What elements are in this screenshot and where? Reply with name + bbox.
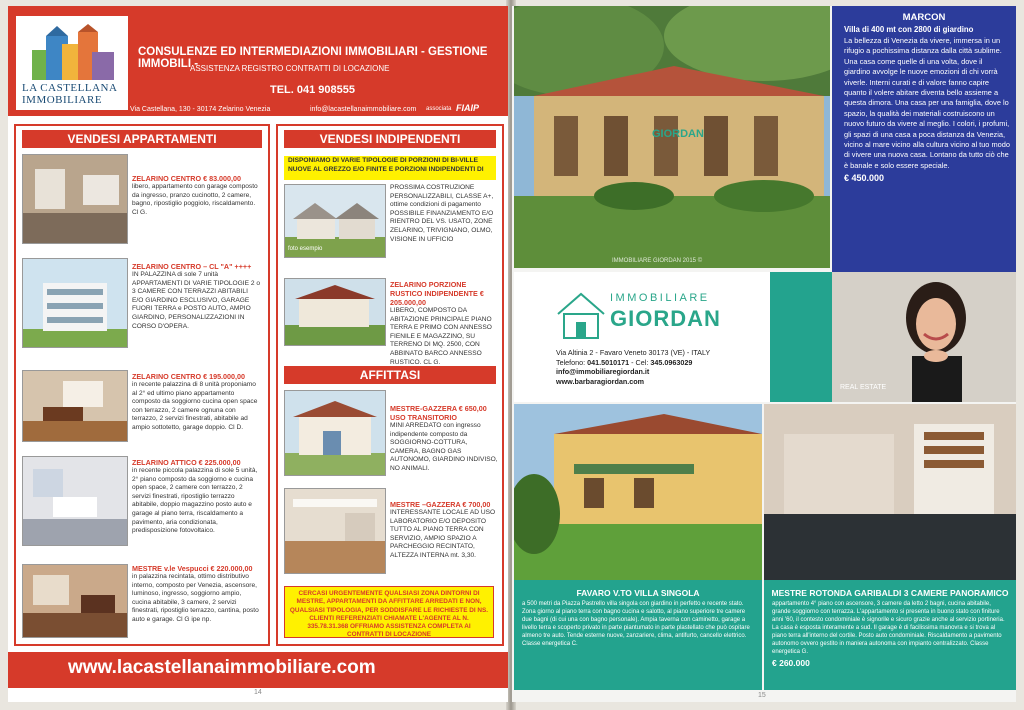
apartment-photo-3: [22, 370, 128, 442]
header-address: Via Castellana, 130 - 30174 Zelarino Venezia: [130, 106, 271, 113]
favaro-listing: [514, 580, 762, 690]
listing-title: MESTRE-GAZZERA € 650,00 USO TRANSITORIO: [390, 404, 487, 422]
cell-number: 345.0963029: [650, 357, 693, 367]
favaro-title: FAVARO V.TO VILLA SINGOLA: [576, 588, 700, 598]
cell-label: - Cel:: [631, 357, 649, 367]
favaro-description: a 500 metri da Piazza Pastrello villa singola con giardino in perfetto e recente stato. Zona giorno al piano terra con bagno cucina e salotto, al piano superiore tre camere due bagni (di cui una con bagno personale). Ampia taverna con caminetto, garage a livello terra e scoperto privato in parte piantumato in parte plastellato che può ospitare almeno tre auto. Tende esterne nuove, zanzariere, clima, antifurto, cancello elettrico. Classe energetica C.: [522, 601, 750, 647]
agency-phones: [556, 358, 710, 368]
listing-title: ZELARINO CENTRO € 195.000,00: [132, 372, 246, 381]
agency-card: [514, 272, 770, 402]
page-number-right: 15: [758, 692, 766, 699]
section-title-apartments: VENDESI APPARTAMENTI: [22, 130, 262, 148]
notice-text: CERCASI URGENTEMENTE QUALSIASI ZONA DINTORNI DI MESTRE, APPARTAMENTI DA AFFITTARE ARREDATI E NON, QUALSIASI TIPOLOGIA, PER SODDISFARE LE RICHIESTE DI NS. CLIENTI REFERENZIATI CHIAMATE L'AGENTE AL N. 335.78.31.368 OFFRIAMO ASSISTENZA COMPLETA AI CONTRATTI DI LOCAZIONE: [289, 590, 489, 639]
giordan-house-logo-icon: [554, 288, 608, 342]
apartments-column: [14, 124, 270, 646]
listing-house-1: [284, 154, 496, 274]
page-number-left: 14: [254, 689, 262, 696]
phone-number: 041.5010171: [587, 357, 630, 367]
listing-title: ZELARINO CENTRO – CL "A" ++++: [132, 262, 252, 271]
listing-text: in recente piccola palazzina di sole 5 unità, 2° piano composto da soggiorno e cucina open space, 2 camere con terrazzo, 2 servizi finestrati, ripostiglio terrazzo abitabile, doppio magazzino posto auto e garage al piano terra, riscaldamento a pavimento, aria condizionata, predisposizione fotovoltaico.: [132, 467, 258, 535]
marcon-description: La bellezza di Venezia da vivere, immersa in un rifugio a pochissima distanza dalla città sublime. Una casa come quelle di una volta, dove il giardino avvolge le nuove emozioni di chi vorrà viverle. Interni curati e di valore fanno capire quanto il volere abitare diventa bello assieme a questa dimora. Una casa per una famiglia, dove lo spazio, la qualità dei materiali costruiscono un nuovo futuro da vivere al meglio. I colori, i profumi, gli spazi di una casa a poca distanza da Venezia, vicino al mare vicino alla cultura vicino al tuo modo di vivere una nuova casa. Lontano da tutto ciò che è banale e solo essere speciale.: [844, 36, 1010, 170]
listing-house-2: [284, 278, 496, 366]
header-associate: associata: [426, 106, 452, 112]
listing-text: in recente palazzina di 8 unità proponiamo al 2° ed ultimo piano appartamento composto da soggiorno cucina open space con terrazzo, 2 camere ognuna con terrazzo, 2 servizi finestrati, abitabile ad ampio sottotetto, garage doppio. Cl D.: [132, 381, 258, 431]
right-page: [512, 6, 1016, 702]
agency-header: [8, 6, 508, 116]
teal-accent-block: [770, 272, 832, 402]
listing-title: MESTRE v.le Vespucci € 220.000,00: [132, 564, 253, 573]
header-service: ASSISTENZA REGISTRO CONTRATTI DI LOCAZIONE: [190, 64, 390, 73]
agency-email[interactable]: info@immobiliaregiordan.it: [556, 367, 650, 377]
listing-title: DISPONIAMO DI VARIE TIPOLOGIE DI PORZIONI DI BI-VILLE NUOVE AL GREZZO E/O FINITE E PORZIONI INDIPENDENTI DI: [288, 157, 484, 173]
section-title-houses: VENDESI INDIPENDENTI: [284, 130, 496, 148]
houses-column: [276, 124, 504, 646]
header-email: info@lacastellanaimmobiliare.com: [310, 106, 417, 113]
listing-title: MESTRE –GAZZERA € 700,00: [390, 500, 491, 509]
listing-title: ZELARINO PORZIONE RUSTICO INDIPENDENTE € 205.000,00: [390, 280, 484, 307]
listing-text: libero, appartamento con garage composto da ingresso, pranzo cucinotto, 2 camere, bagno, ripostiglio poggiolo, riscaldamento. Cl G.: [132, 183, 258, 216]
houses-logo-icon: [32, 24, 114, 80]
header-phone: TEL. 041 908555: [270, 84, 356, 96]
listing-rental-2: [284, 488, 496, 580]
apartment-photo-2: [22, 258, 128, 348]
rental-photo-2: [284, 488, 386, 574]
listing-text: MINI ARREDATO con ingresso indipendente composto da SOGGIORNO-COTTURA, CAMERA, BAGNO GAS AUTONOMO, GIARDINO INDIVISO, NO ANIMALI.: [390, 422, 498, 472]
mestre-listing: [764, 580, 1016, 690]
agency-website[interactable]: www.barbaragiordan.com: [556, 376, 644, 386]
listing-title: ZELARINO ATTICO € 225.000,00: [132, 458, 241, 467]
apartment-photo-5: [22, 564, 128, 638]
left-page: [8, 6, 508, 702]
listing-text: LIBERO, COMPOSTO DA ABITAZIONE PRINCIPALE PIANO TERRA E PRIMO CON ANNESSO FIENILE E MAGAZZINO, SU TERRENO DI MQ. 2500, CON ABBINATO BARCO ANNESSO RUSTICO. CL G.: [390, 307, 492, 366]
photo-watermark: GIORDAN: [652, 128, 704, 140]
marcon-subtitle: Villa di 400 mt con 2800 di giardino: [844, 25, 974, 34]
mestre-apartment-photo: [764, 404, 1016, 580]
section-title-rent: AFFITTASI: [284, 366, 496, 384]
listing-rental-1: [284, 390, 496, 482]
listing-text: INTERESSANTE LOCALE AD USO LABORATORIO E/O DEPOSITO TUTTO AL PIANO TERRA CON SERVIZIO, AMPIO SPAZIO A PARCHEGGIO RECINTATO, ALTEZZA INTERNA mt. 3,30.: [390, 509, 496, 559]
agency-address: Via Altinia 2 - Favaro Veneto 30173 (VE) - ITALY: [556, 348, 711, 357]
agency-logo: [16, 16, 128, 110]
photo-caption: foto esempio: [288, 246, 323, 252]
header-tagline: CONSULENZE ED INTERMEDIAZIONI IMMOBILIARI - GESTIONE IMMOBILI -: [138, 46, 488, 70]
logo-wordmark: [22, 82, 122, 106]
phone-label: Telefono:: [556, 357, 586, 367]
listing-text: in palazzina recintata, ottimo distributivo interno, composto per Venezia, ascensore, luminoso, ingresso, soggiorno ampio, cucina abitabile, 3 camere, 2 servizi finestrati, ripostiglio terrazzo, cantina, posto auto e garage. Cl G ipe np.: [132, 573, 259, 623]
listing-apartment-2: [22, 258, 262, 354]
rental-photo-1: [284, 390, 386, 476]
rental-search-notice: [284, 586, 494, 638]
listing-apartment-5: [22, 564, 262, 644]
apartment-photo-1: [22, 154, 128, 244]
listing-text: IN PALAZZINA di sole 7 unità APPARTAMENTI DI VARIE TIPOLOGIE 2 o 3 CAMERE CON TERRAZZI ABITABILI E/O GIARDINO ESCLUSIVO, GARAGE FUORI TERRA e POSTO AUTO, AMPIO GIARDINO, PERSONALIZZAZIONI IN CORSO D'OPERA.: [132, 271, 261, 330]
logo-line1: LA CASTELLANA: [22, 82, 118, 94]
marcon-listing: [832, 6, 1016, 272]
agent-photo: [832, 272, 1016, 402]
website-banner: [8, 652, 508, 688]
favaro-villa-photo: [514, 404, 762, 580]
listing-title: ZELARINO CENTRO € 83.000,00: [132, 174, 242, 183]
logo-line2: IMMOBILIARE: [22, 94, 103, 106]
marcon-title: MARCON: [902, 12, 946, 23]
agency-name-top: IMMOBILIARE: [610, 292, 710, 304]
real-estate-label: REAL ESTATE: [840, 384, 887, 391]
marcon-price: € 450.000: [844, 173, 885, 184]
house-photo-2: [284, 278, 386, 346]
mestre-price: € 260.000: [772, 658, 810, 668]
listing-apartment-4: [22, 456, 262, 556]
agent-portrait: [832, 272, 1016, 402]
listing-apartment-3: [22, 370, 262, 450]
photo-copyright: IMMOBILIARE GIORDAN 2015 ©: [612, 258, 703, 264]
agency-contact: [556, 348, 710, 386]
mestre-title: MESTRE ROTONDA GARIBALDI 3 CAMERE PANORAMICO: [771, 588, 1009, 598]
mestre-description: appartamento 4° piano con ascensore, 3 camere da letto 2 bagni, cucina abitabile, grande soggiorno con terrazza. L'appartamento si presenta in buono stato con finiture anni '60, il contesto condominiale è signorile e sicuro grazie anche al servizio portineria. La casa è esposta interamente a sud. Il garage è di facilissima manovra e si trova al piano terra all'interno del cortile. Posto auto condominiale. Riscaldamento a pavimento autonomo ovvero gestito in maniera autonoma con impianto centralizzato. Classe energetica G.: [772, 601, 1005, 655]
listing-text: PROSSIMA COSTRUZIONE PERSONALIZZABILI, CLASSE A+, ottime condizioni di pagamento POSSIBILE FINANZIAMENTO E/O RIENTRO DEL VS. USATO, ZONE ZELARINO, TRIVIGNANO, OLMO, VISIONE IN UFFICIO: [390, 184, 494, 243]
agency-name-main: GIORDAN: [610, 306, 721, 331]
listing-apartment-1: [22, 154, 262, 246]
apartment-photo-4: [22, 456, 128, 546]
website-link[interactable]: www.lacastellanaimmobiliare.com: [68, 657, 376, 678]
association-logo: FIAIP: [456, 103, 480, 113]
